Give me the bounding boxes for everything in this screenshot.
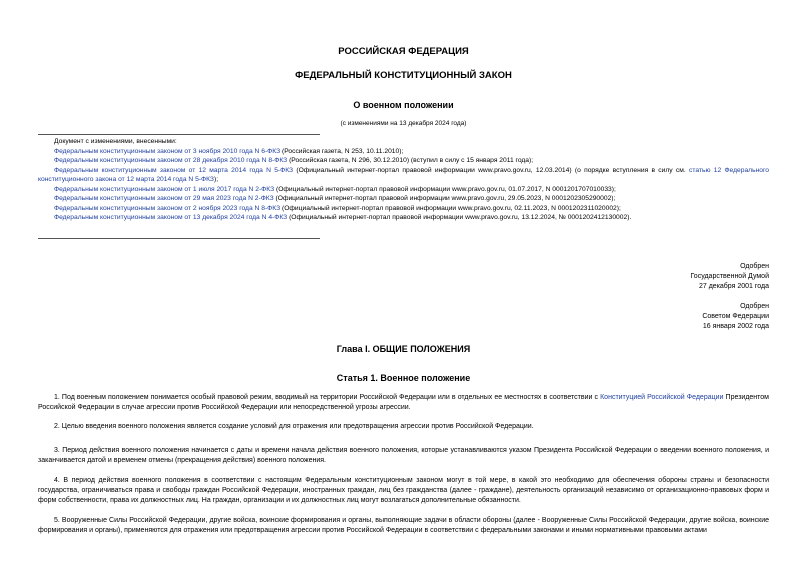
paragraph-text: 1. Под военным положением понимается особый правовой режим, вводимый на территории Российской Федерации или в отдельных ее местностях в соответствии с xyxy=(54,394,601,401)
amendment-item xyxy=(38,166,769,185)
amendment-source: (Официальный интернет-портал правовой информации www.pravo.gov.ru, 29.05.2023, N 0001202305290002); xyxy=(273,195,616,202)
amendment-link[interactable]: Федеральным конституционным законом от 12 марта 2014 года N 5-ФКЗ xyxy=(54,166,294,174)
amendment-link[interactable]: Федеральным конституционным законом от 1 июля 2017 года N 2-ФКЗ xyxy=(54,185,275,193)
approval-body: Советом Федерации xyxy=(702,313,769,320)
amendments-block xyxy=(38,137,769,223)
article-12-link[interactable]: статью 12 Федерального конституционного закона от 12 марта 2014 года N 5-ФКЗ xyxy=(38,166,769,183)
law-type-heading: ФЕДЕРАЛЬНЫЙ КОНСТИТУЦИОННЫЙ ЗАКОН xyxy=(295,70,512,81)
amendment-source: (Официальный интернет-портал правовой информации www.pravo.gov.ru, 13.12.2024, № 0001202412130002). xyxy=(287,214,632,221)
approval-date: 27 декабря 2001 года xyxy=(698,283,769,290)
paragraph-text: Президентом Российской Федерации в случае агрессии против Российской Федерации или непосредственной угрозы агрессии. xyxy=(38,394,769,411)
amendments-intro: Документ с изменениями, внесенными: xyxy=(54,138,177,145)
paragraph-3 xyxy=(38,446,769,466)
approval-label: Одобрен xyxy=(740,263,769,270)
paragraph-text: 5. Вооруженные Силы Российской Федерации, другие войска, воинские формирования и органы, выполняющие задачи в области обороны (далее - Вооруженные Силы Российской Федерации, другие войска, воинские формирования и органы), применяются для отражения или предотвращения агрессии против Российской Федерации в соответствии с федеральными законами и иными нормативными правовыми актами xyxy=(38,517,769,534)
amendment-link[interactable]: Федеральным конституционным законом от 13 декабря 2024 года N 4-ФКЗ xyxy=(54,214,288,221)
paragraph-4 xyxy=(38,476,769,506)
amendment-link[interactable]: Федеральным конституционным законом от 2 ноября 2023 года N 8-ФКЗ xyxy=(54,204,281,212)
paragraph-text: 2. Целью введения военного положения является создание условий для отражения или предотвращения агрессии против Российской Федерации. xyxy=(54,423,534,430)
amendment-source: (Российская газета, N 253, 10.11.2010); xyxy=(280,147,404,155)
paragraph-5 xyxy=(38,516,769,536)
amendment-source: (Российская газета, N 296, 30.12.2010) (вступил в силу с 15 января 2011 года); xyxy=(287,157,534,164)
amendment-item xyxy=(38,204,769,214)
approval-duma xyxy=(690,262,769,292)
amendment-link[interactable]: Федеральным конституционным законом от 29 мая 2023 года N 2-ФКЗ xyxy=(54,195,274,202)
edition-note: (с изменениями на 13 декабря 2024 года) xyxy=(340,120,467,127)
amendment-link[interactable]: Федеральным конституционным законом от 28 декабря 2010 года N 8-ФКЗ xyxy=(54,157,288,164)
amendment-tail: ); xyxy=(213,176,219,183)
approval-federation-council xyxy=(702,302,769,332)
amendment-source: (Официальный интернет-портал правовой информации www.pravo.gov.ru, 02.11.2023, N 0001202311020002); xyxy=(280,204,621,212)
amendment-item xyxy=(38,194,769,204)
top-rule xyxy=(38,134,320,135)
approval-body: Государственной Думой xyxy=(690,273,769,280)
document-title: О военном положении xyxy=(353,100,454,110)
chapter-heading: Глава I. ОБЩИЕ ПОЛОЖЕНИЯ xyxy=(336,344,471,354)
amendment-item xyxy=(38,156,769,166)
bottom-rule xyxy=(38,238,320,239)
article-heading: Статья 1. Военное положение xyxy=(336,373,471,383)
amendment-item xyxy=(38,147,769,157)
paragraph-text: 4. В период действия военного положения в соответствии с настоящим Федеральным конституционным законом могут в той мере, в какой это необходимо для обеспечения обороны страны и безопасности государства, ограничиваться права и свободы граждан Российской Федерации, иностранных граждан, лиц без гражданства (далее - граждане), деятельность организаций независимо от организационно-правовых форм и форм собственности, права их должностных лиц. На граждан, организации и их должностных лиц могут возлагаться дополнительные обязанности. xyxy=(38,477,769,504)
country-heading: РОССИЙСКАЯ ФЕДЕРАЦИЯ xyxy=(338,46,469,57)
paragraph-1 xyxy=(38,393,769,413)
constitution-link[interactable]: Конституцией Российской Федерации xyxy=(600,394,724,401)
amendment-source: (Официальный интернет-портал правовой информации www.pravo.gov.ru, 12.03.2014) (о порядке вступления в силу см. xyxy=(293,166,689,174)
approval-date: 16 января 2002 года xyxy=(702,323,769,330)
amendment-source: (Официальный интернет-портал правовой информации www.pravo.gov.ru, 01.07.2017, N 0001201707010033); xyxy=(274,185,616,193)
amendment-item xyxy=(38,185,769,195)
approval-label: Одобрен xyxy=(740,303,769,310)
amendment-link[interactable]: Федеральным конституционным законом от 3 ноября 2010 года N 6-ФКЗ xyxy=(54,147,281,155)
amendment-item xyxy=(38,213,769,223)
paragraph-2 xyxy=(38,422,769,432)
paragraph-text: 3. Период действия военного положения начинается с даты и времени начала действия военного положения, которые устанавливаются указом Президента Российской Федерации о введении военного положения, и заканчивается датой и временем отмены (прекращения действия) военного положения. xyxy=(38,447,769,464)
